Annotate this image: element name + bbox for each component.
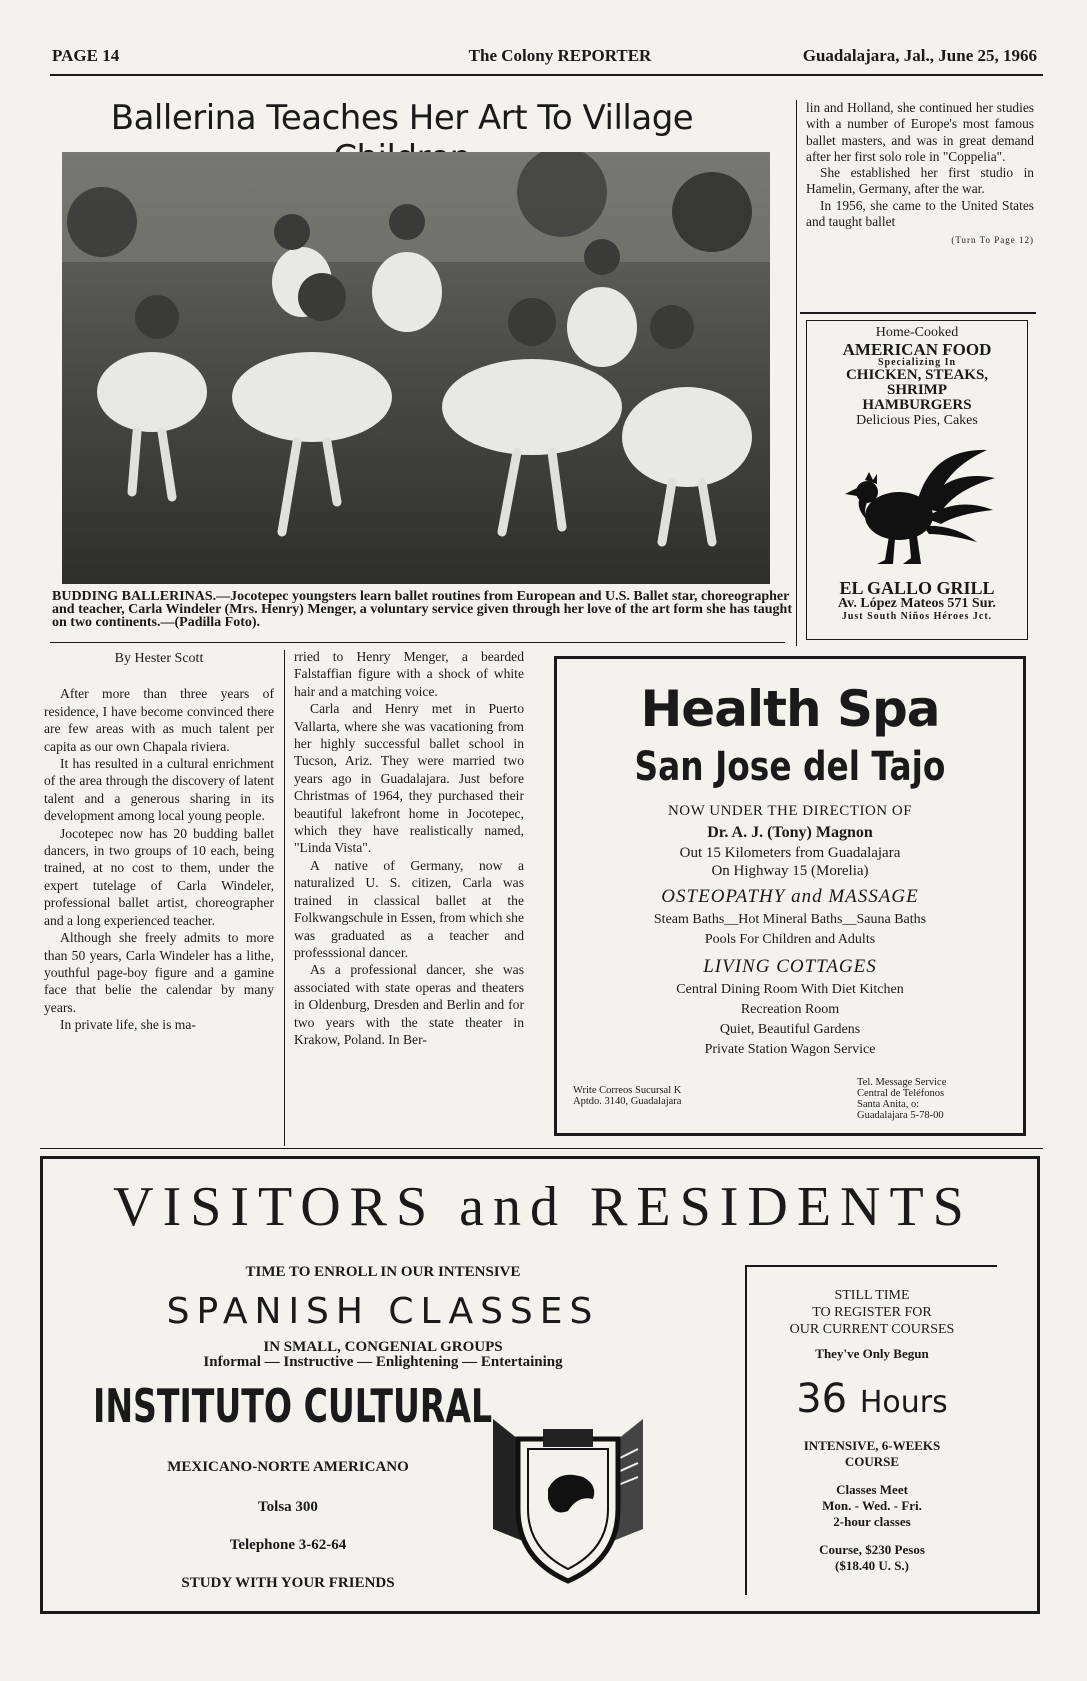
spa-direction: NOW UNDER THE DIRECTION OF <box>667 803 913 819</box>
phone-line: Central de Teléfonos <box>857 1088 945 1099</box>
still-time <box>747 1287 997 1338</box>
info-line: INTENSIVE, 6-WEEKS <box>803 1438 941 1453</box>
article-column-2 <box>294 648 524 1048</box>
ad-banner: VISITORS and RESIDENTS <box>113 1176 973 1238</box>
spa-feature: Steam Baths__Hot Mineral Baths__Sauna Baths <box>653 912 927 927</box>
instituto-cultural-ad <box>40 1156 1040 1614</box>
paragraph: She established her first studio in Hamelin, Germany, after the war. <box>806 165 1034 197</box>
column-divider <box>284 650 285 1146</box>
column-rule <box>800 312 1036 314</box>
ad-main-block <box>83 1264 683 1370</box>
info-line: Classes Meet <box>836 1482 908 1497</box>
page-number: PAGE 14 <box>52 46 120 65</box>
article-column-3 <box>806 100 1034 249</box>
spa-mail-address <box>573 1085 681 1107</box>
newspaper-name: The Colony REPORTER <box>468 46 652 65</box>
ad-line: Specializing In <box>877 357 957 368</box>
article-column-1 <box>44 650 274 1034</box>
restaurant-directions: Just South Niños Héroes Jct. <box>841 611 993 622</box>
info-line: TO REGISTER FOR <box>812 1305 932 1320</box>
ad-line: CHICKEN, STEAKS, <box>845 367 989 383</box>
spa-location: Out 15 Kilometers from Guadalajara <box>679 845 901 861</box>
tagline: Informal — Instructive — Enlightening — Entertaining <box>203 1354 563 1370</box>
paragraph: Carla and Henry met in Puerto Vallarta, where she was vacationing from her highly successful ballet school in Tucson, Ariz. They were married two years ago in Guadalajara. Just before Christmas of 1964, they purchased their beautiful lakefront home in Jocotepec, which they have realistically named, "Linda Vista". <box>294 701 524 856</box>
paragraph: In private life, she is ma- <box>60 1017 196 1033</box>
paragraph: A native of Germany, now a naturalized U. S. citizen, Carla was trained in classical ballet at the Folkwangschule in Essen, from which she was graduated as a teacher and professsional dancer. <box>294 857 524 960</box>
groups-line: IN SMALL, CONGENIAL GROUPS <box>263 1339 503 1355</box>
info-line: Mon. - Wed. - Fri. <box>822 1498 922 1513</box>
spa-feature: Quiet, Beautiful Gardens <box>719 1022 861 1037</box>
paragraph: In 1956, she came to the United States and taught ballet <box>806 197 1034 230</box>
institute-address: Tolsa 300 <box>258 1499 318 1515</box>
study-line: STUDY WITH YOUR FRIENDS <box>181 1575 395 1591</box>
hours-number: 36 <box>796 1376 848 1422</box>
spa-telephone <box>857 1077 946 1121</box>
hours-word: Hours <box>859 1385 948 1420</box>
institute-phone: Telephone 3-62-64 <box>229 1537 347 1553</box>
address-line: Write Correos Sucursal K <box>573 1085 682 1096</box>
hours-figure <box>747 1376 997 1422</box>
spa-subtitle: San Jose del Tajo <box>634 744 946 790</box>
phone-line: Guadalajara 5-78-00 <box>857 1110 944 1121</box>
photo-caption: BUDDING BALLERINAS.—Jocotepec youngsters learn ballet routines from European and U.S. Ballet star, choreographer and teacher, Carla Windeler (Mrs. Henry) Menger, a voluntary service given through her love of the art form she has taught on two continents.—(Padilla Foto). <box>52 589 792 630</box>
info-line: 2-hour classes <box>833 1514 911 1529</box>
turn-to-page: (Turn To Page 12) <box>951 235 1034 246</box>
spa-title: Health Spa <box>640 680 940 738</box>
spa-specialty: OSTEOPATHY and MASSAGE <box>661 886 919 907</box>
spa-feature: Recreation Room <box>740 1002 840 1017</box>
paragraph: After more than three years of residence, I have become convinced there are few areas with as much talent per capita as our own Chapala riviera. <box>44 686 274 754</box>
health-spa-ad <box>554 656 1026 1136</box>
ad-line: Home-Cooked <box>875 325 959 340</box>
paragraph: Although she freely admits to more than 50 years, Carla Windeler has a lithe, youthful page-boy figure and a gamine face that belie the calendar by many years. <box>44 930 274 1015</box>
paragraph: As a professional dancer, she was associated with state operas and theaters in Oldenburg, Dresden and Berlin and for two years with the state theater in Krakow, Poland. In Ber- <box>294 962 524 1047</box>
column-divider <box>796 100 797 646</box>
shield-emblem-icon <box>483 1399 653 1589</box>
spa-feature: Central Dining Room With Diet Kitchen <box>676 982 904 997</box>
spa-location: On Highway 15 (Morelia) <box>711 863 869 879</box>
ad-line: HAMBURGERS <box>862 397 972 413</box>
info-line: COURSE <box>844 1454 900 1469</box>
header-rule <box>50 74 1043 76</box>
restaurant-address: Av. López Mateos 571 Sur. <box>838 596 996 611</box>
class-schedule <box>747 1482 997 1530</box>
ad-line: SHRIMP <box>887 382 947 398</box>
paragraph: Jocotepec now has 20 budding ballet dancers, in two groups of 10 each, being trained, at no cost to them, under the expert tutelage of Carla Windeler, professional ballet artist, choreographer and a long experienced teacher. <box>44 825 274 928</box>
course-info-box <box>745 1265 997 1595</box>
spa-feature: Private Station Wagon Service <box>704 1042 876 1057</box>
course-price <box>747 1542 997 1574</box>
paragraph-continued: lin and Holland, she continued her studies with a number of Europe's most famous ballet masters, and was in great demand after her first solo role in "Coppelia". <box>806 100 1034 164</box>
institute-subname: MEXICANO-NORTE AMERICANO <box>167 1459 409 1475</box>
classes-title: SPANISH CLASSES <box>166 1291 600 1332</box>
phone-line: Santa Anita, o: <box>857 1099 920 1110</box>
el-gallo-grill-ad <box>806 320 1028 640</box>
ad-line: AMERICAN FOOD <box>842 340 992 359</box>
caption-rule <box>50 642 785 643</box>
info-line: ($18.40 U. S.) <box>834 1558 910 1573</box>
dateline: Guadalajara, Jal., June 25, 1966 <box>802 46 1037 65</box>
spa-cottages: LIVING COTTAGES <box>703 956 877 977</box>
course-length <box>747 1438 997 1470</box>
ballerina-photo <box>62 152 770 584</box>
section-rule <box>40 1148 1043 1149</box>
begun-line: They've Only Begun <box>815 1346 929 1361</box>
info-line: Course, $230 Pesos <box>819 1542 925 1557</box>
article-headline: Ballerina Teaches Her Art To Village <box>110 98 694 138</box>
enroll-line: TIME TO ENROLL IN OUR INTENSIVE <box>245 1264 521 1280</box>
info-line: OUR CURRENT COURSES <box>789 1322 955 1337</box>
spa-feature: Pools For Children and Adults <box>704 932 876 947</box>
phone-line: Tel. Message Service <box>857 1077 947 1088</box>
institute-name: INSTITUTO CULTURAL <box>93 1379 493 1433</box>
ad-line: Delicious Pies, Cakes <box>856 413 978 428</box>
byline: By Hester Scott <box>114 651 204 666</box>
address-line: Aptdo. 3140, Guadalajara <box>573 1096 682 1107</box>
paragraph: It has resulted in a cultural enrichment of the area through the discovery of latent talent and a generous sharing in its development among local young people. <box>44 756 274 824</box>
paragraph-continued: rried to Henry Menger, a bearded Falstaffian figure with a shock of white hair and a matching voice. <box>294 649 524 699</box>
info-line: STILL TIME <box>834 1288 910 1303</box>
restaurant-name: EL GALLO GRILL <box>839 578 995 598</box>
rooster-icon <box>837 438 997 568</box>
spa-doctor: Dr. A. J. (Tony) Magnon <box>707 824 873 841</box>
